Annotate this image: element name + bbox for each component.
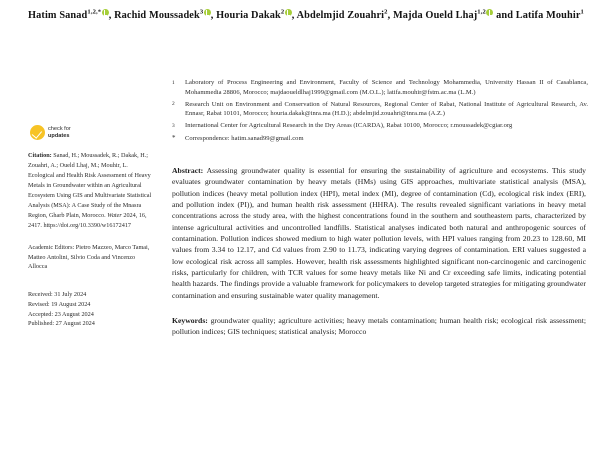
citation-label: Citation:	[28, 152, 52, 160]
date-accepted: Accepted: 23 August 2024	[28, 310, 94, 318]
affiliation-text: Research Unit on Environment and Conservation of Natural Resources, Regional Center of Rabat, National Institute of Agricultural Research, Av. Ennasr, Rabat 10101, Morocco; houria.dakak@inra.ma (H.D.); abdelmjid.zouahri@inra.ma (A.Z.)	[185, 100, 588, 117]
author-entry	[516, 10, 584, 21]
author-name: Latifa Mouhir	[515, 10, 581, 21]
check-updates-label	[48, 126, 71, 139]
author-separator: ,	[108, 10, 115, 21]
keywords-block	[172, 315, 588, 338]
abstract-block	[172, 165, 588, 301]
author-affil-marker: 3	[199, 8, 204, 16]
author-entry	[216, 10, 292, 21]
abstract-label: Abstract:	[172, 166, 204, 176]
correspondence-marker: *	[172, 133, 176, 142]
citation-text: Sanad, H.; Moussadek, R.; Dakak, H.; Zouahri, A.; Oueld Lhaj, M.; Mouhir, L. Ecological and Health Risk Assessment of Heavy Metals in Groundwater within an Agricultural Ecosystem Using GIS and Multivariate Statistical Analysis (MSA): A Case Study of the Mnasra Region, Gharb Plain, Morocco.	[28, 152, 152, 219]
correspondence-text[interactable]: Correspondence: hatim.sanad99@gmail.com	[185, 134, 304, 142]
author-affil-marker: 1,2	[477, 8, 486, 16]
publication-dates	[28, 290, 158, 328]
academic-editors-label: Academic Editors:	[28, 243, 75, 251]
author-separator: ,	[387, 10, 393, 21]
author-affil-marker: 1	[580, 8, 584, 16]
author-affil-marker: 1,2,*	[87, 8, 102, 16]
author-name: Rachid Moussadek	[114, 10, 200, 21]
check-circle-icon	[30, 125, 45, 140]
author-name: Majda Oueld Lhaj	[392, 10, 478, 21]
affiliation-text: International Center for Agricultural Research in the Dry Areas (ICARDA), Rabat 10100, Morocco; r.moussadek@cgiar.org	[185, 122, 513, 130]
sidebar	[10, 33, 158, 337]
affiliations-list	[172, 78, 588, 143]
author-entry	[393, 10, 493, 21]
author-separator: ,	[210, 10, 217, 21]
check-updates-line1: check for	[48, 126, 71, 133]
author-separator: ,	[291, 10, 297, 21]
academic-editors-block	[28, 243, 158, 273]
citation-journal: Water	[107, 211, 122, 219]
page-body	[10, 33, 590, 337]
affiliation-item	[172, 78, 588, 96]
author-name: Houria Dakak	[216, 10, 281, 21]
author-list	[10, 9, 590, 22]
author-entry	[28, 10, 109, 21]
affiliation-item	[172, 121, 588, 131]
author-affil-marker: 2	[280, 8, 285, 16]
orcid-icon[interactable]	[102, 9, 109, 16]
abstract-text: Assessing groundwater quality is essential for ensuring the sustainability of agriculture and ecosystems. This study evaluates groundwater contamination by heavy metals (HMs) using GIS approaches, multivariate statistical analysis (MSA), pollution indices (heavy metal pollution index (HPI), metal index (MI), degree of contamination (Cd), ecological risk index (ERI), and pollution index (PI)), and human health risk assessment (HHRA). The results revealed significant variations in heavy metal concentrations across the study area, with the highest concentrations found in the southern and southeastern parts, characterized by intense agricultural activities and uncontrolled landfills. Statistical analyses indicated both natural and anthropogenic sources of contamination. Pollution indices showed medium to high water pollution levels, with HPI values ranging from 20.23 to 128.60, MI values from 3.34 to 12.17, and Cd values from 2.90 to 11.73, indicating varying degrees of contamination. ERI values suggested a low ecological risk across all samples. However, health risk assessments highlighted significant non-carcinogenic and carcinogenic risks, particularly for children, with TCR values for some heavy metals like Ni and Cr exceeding safe limits, indicating potential health hazards. The findings provide a valuable framework for policymakers to develop targeted strategies for mitigating groundwater contamination and ensuring sustainable water quality management.	[172, 166, 586, 300]
author-entry	[297, 10, 388, 21]
citation-volume-doi[interactable]: 2024, 16, 2417. https://doi.org/10.3390/w16172417	[28, 211, 147, 229]
check-for-updates-badge[interactable]	[30, 125, 158, 140]
affiliation-number: 3	[172, 122, 175, 129]
check-updates-line2: updates	[48, 132, 70, 139]
orcid-icon[interactable]	[204, 9, 211, 16]
main-column	[158, 33, 590, 337]
date-revised: Revised: 19 August 2024	[28, 300, 91, 308]
correspondence-item	[172, 134, 588, 143]
affiliation-text: Laboratory of Process Engineering and Environment, Faculty of Science and Technology Mohammedia, University Hassan II of Casablanca, Mohammedia 28806, Morocco; majdaoueldlhaj1999@gmail.com (M.O.L.); latifa.mouhir@fstm.ac.ma (L.M.)	[185, 79, 588, 96]
orcid-icon[interactable]	[285, 9, 292, 16]
affiliation-item	[172, 100, 588, 118]
author-name: Abdelmjid Zouahri	[296, 10, 385, 21]
keywords-text: groundwater quality; agriculture activities; heavy metals contamination; human health risk; ecological risk assessment; pollution indices; GIS techniques; statistical analysis; Morocco	[172, 316, 586, 337]
author-separator: and	[493, 10, 516, 21]
citation-block	[28, 151, 158, 230]
affiliation-number: 2	[172, 101, 175, 108]
author-affil-marker: 2	[384, 8, 388, 16]
date-received: Received: 31 July 2024	[28, 291, 87, 299]
author-name: Hatim Sanad	[28, 10, 88, 21]
date-published: Published: 27 August 2024	[28, 320, 95, 328]
academic-editors-names: Pietro Mazzeo, Marco Tamai, Matteo Antolini, Silvio Coda and Vincenzo Allocca	[28, 243, 150, 271]
keywords-label: Keywords:	[172, 316, 208, 326]
author-entry	[114, 10, 211, 21]
affiliation-number: 1	[172, 79, 175, 86]
